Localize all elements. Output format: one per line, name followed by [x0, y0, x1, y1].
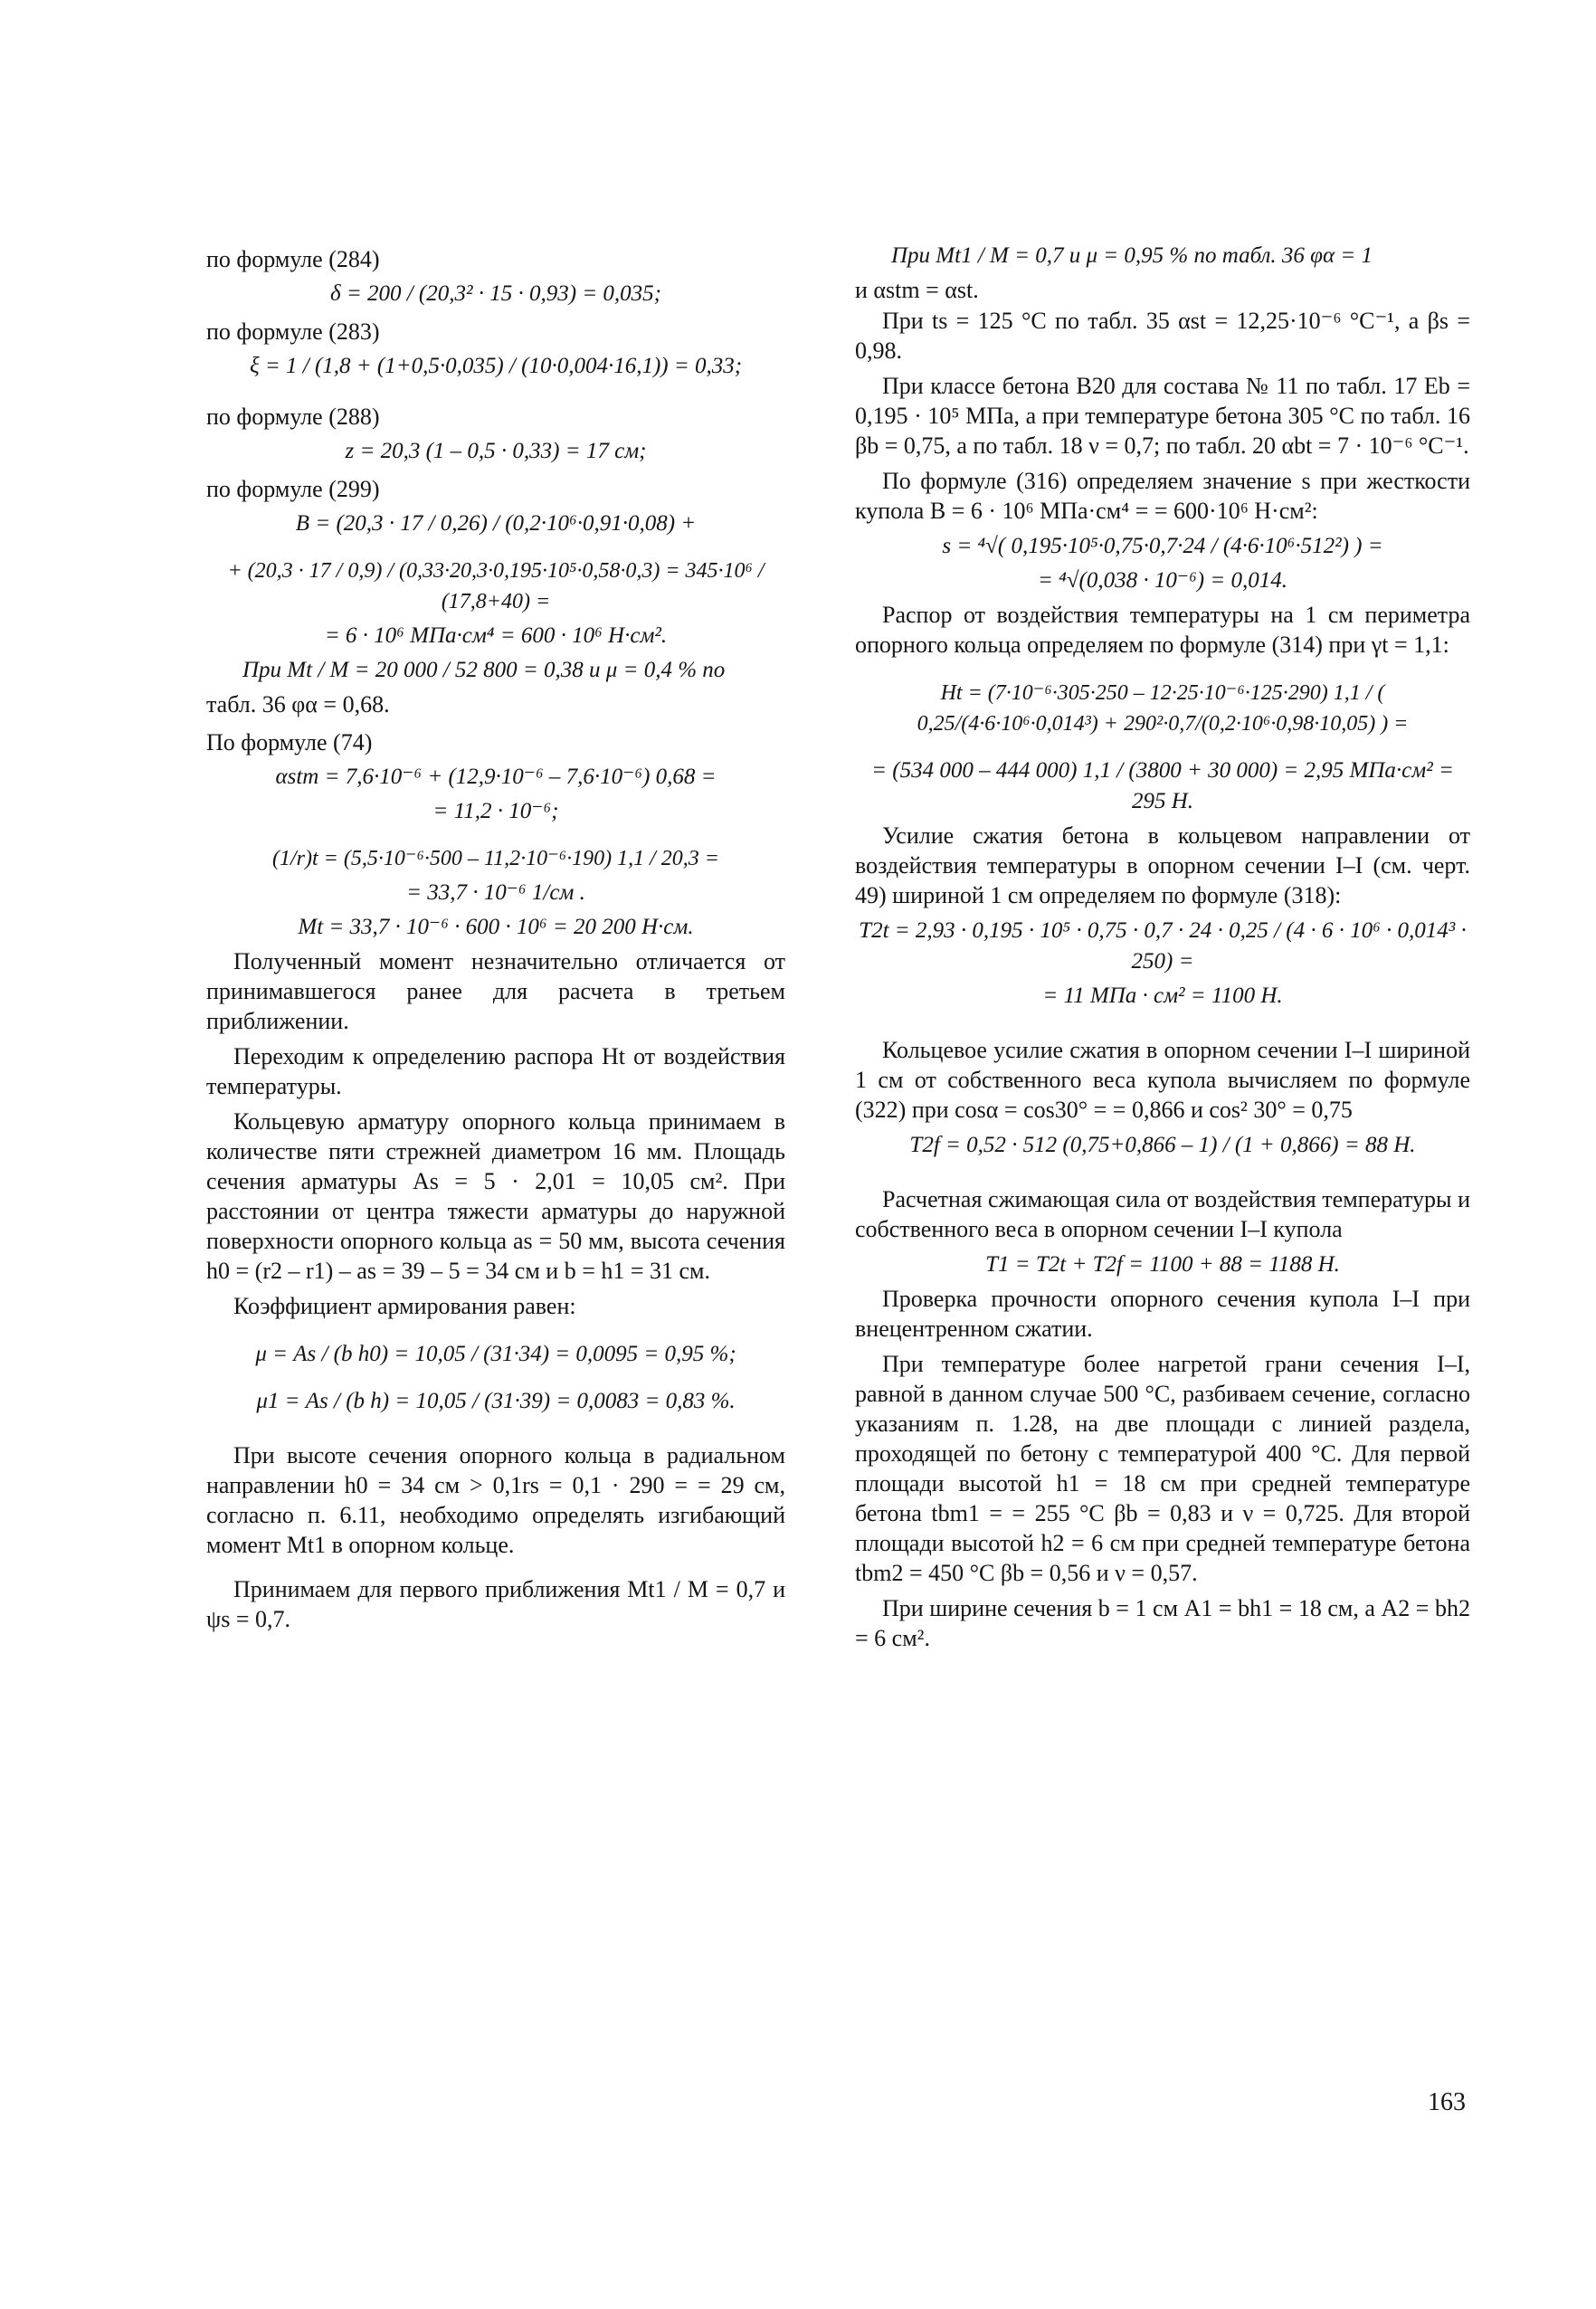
- right-column: [855, 237, 1470, 1658]
- formula-ht-result: = (534 000 – 444 000) 1,1 / (3800 + 30 000) = 2,95 МПа·см² = 295 Н.: [871, 758, 1454, 813]
- table-reference: табл. 36 φα = 0,68.: [206, 691, 390, 717]
- formula-t2t: T2t = 2,93 · 0,195 · 10⁵ · 0,75 · 0,7 · 24 · 0,25 / (4 · 6 · 10⁶ · 0,014³ · 250) =: [859, 918, 1467, 974]
- formula-curvature-result: = 33,7 · 10⁻⁶ 1/см .: [406, 880, 585, 905]
- formula-b-part1: B = (20,3 · 17 / 0,26) / (0,2·10⁶·0,91·0,08) +: [295, 511, 697, 536]
- formula-curvature: (1/r)t = (5,5·10⁻⁶·500 – 11,2·10⁻⁶·190) 1,1 / 20,3 =: [272, 847, 719, 870]
- paragraph: Усилие сжатия бетона в кольцевом направлении от воздействия температуры в опорном сечении I–I (см. черт. 49) шириной 1 см определяем по формуле (318):: [855, 822, 1470, 908]
- paragraph: Кольцевую арматуру опорного кольца принимаем в количестве пяти стрежней диаметром 16 мм. Площадь сечения арматуры As = 5 · 2,01 = 10,05 см². При расстоянии от центра тяжести арматуры до наружной поверхности опорного кольца as = 50 мм, высота сечения h0 = (r2 – r1) – as = 39 – 5 = 34 см и b = h1 = 31 см.: [206, 1108, 785, 1284]
- paragraph: Кольцевое усилие сжатия в опорном сечении I–I шириной 1 см от собственного веса купола вычисляем по формуле (322) при cosα = cos30° = = 0,866 и cos² 30° = 0,75: [855, 1037, 1470, 1123]
- page-number: 163: [1428, 2088, 1466, 2116]
- formula-mt: Mt = 33,7 · 10⁻⁶ · 600 · 10⁶ = 20 200 Н·см.: [298, 915, 694, 939]
- formula-alpha-stm: αstm = 7,6·10⁻⁶ + (12,9·10⁻⁶ – 7,6·10⁻⁶) 0,68 =: [275, 765, 717, 789]
- formula-t2f: T2f = 0,52 · 512 (0,75+0,866 – 1) / (1 + 0,866) = 88 Н.: [909, 1133, 1416, 1157]
- paragraph: Распор от воздействия температуры на 1 см периметра опорного кольца определяем по формуле (314) при γt = 1,1:: [855, 602, 1470, 658]
- formula-ht: Ht = (7·10⁻⁶·305·250 – 12·25·10⁻⁶·125·290) 1,1 / ( 0,25/(4·6·10⁶·0,014³) + 290²·0,7/(0,2·10⁶·0,98·10,05) ) =: [917, 681, 1409, 736]
- paragraph: Полученный момент незначительно отличается от принимавшегося ранее для расчета в третьем приближении.: [206, 948, 785, 1034]
- formula-reference: по формуле (284): [206, 246, 380, 272]
- formula-s: s = ⁴√( 0,195·10⁵·0,75·0,7·24 / (4·6·10⁶·512²) ) =: [942, 534, 1383, 558]
- paragraph: По формуле (316) определяем значение s при жесткости купола B = 6 · 10⁶ МПа·см⁴ = = 600·10⁶ Н·см²:: [855, 468, 1470, 524]
- paragraph: При классе бетона В20 для состава № 11 по табл. 17 Eb = 0,195 · 10⁵ МПа, а при температуре бетона 305 °С по табл. 16 βb = 0,75, а по табл. 18 ν = 0,7; по табл. 20 αbt = 7 · 10⁻⁶ °С⁻¹.: [855, 373, 1470, 459]
- formula-b-part2: + (20,3 · 17 / 0,9) / (0,33·20,3·0,195·10⁵·0,58·0,3) = 345·10⁶ / (17,8+40) =: [227, 559, 765, 613]
- paragraph: При температуре более нагретой грани сечения I–I, равной в данном случае 500 °С, разбиваем сечение, согласно указаниям п. 1.28, на две площади с линией раздела, проходящей по бетону с температурой 400 °С. Для первой площади высотой h1 = 18 см при средней температуре бетона tbm1 = = 255 °С βb = 0,83 и ν = 0,725. Для второй площади высотой h2 = 6 см при средней температуре бетона tbm2 = 450 °С βb = 0,56 и ν = 0,57.: [855, 1351, 1470, 1586]
- formula-reference: по формуле (288): [206, 404, 380, 430]
- formula-mu: μ = As / (b h0) = 10,05 / (31·34) = 0,0095 = 0,95 %;: [255, 1342, 736, 1366]
- formula-s-result: = ⁴√(0,038 · 10⁻⁶) = 0,014.: [1038, 568, 1287, 593]
- paragraph: При ts = 125 °С по табл. 35 αst = 12,25·10⁻⁶ °С⁻¹, а βs = 0,98.: [855, 308, 1470, 364]
- text-line: и αstm = αst.: [855, 277, 979, 303]
- paragraph: Проверка прочности опорного сечения купола I–I при внецентренном сжатии.: [855, 1286, 1470, 1342]
- formula-mu1: μ1 = As / (b h) = 10,05 / (31·39) = 0,0083 = 0,83 %.: [256, 1389, 736, 1413]
- formula-moment-ratio: При Mt / M = 20 000 / 52 800 = 0,38 и μ = 0,4 % по: [242, 658, 726, 682]
- formula-xi: ξ = 1 / (1,8 + (1+0,5·0,035) / (10·0,004·16,1)) = 0,33;: [249, 354, 743, 378]
- formula-t2t-result: = 11 МПа · см² = 1100 Н.: [1042, 983, 1283, 1008]
- formula-z: z = 20,3 (1 – 0,5 · 0,33) = 17 см;: [345, 439, 647, 463]
- formula-reference: по формуле (283): [206, 318, 380, 345]
- paragraph: При высоте сечения опорного кольца в радиальном направлении h0 = 34 см > 0,1rs = 0,1 · 290 = = 29 см, согласно п. 6.11, необходимо определять изгибающий момент Mt1 в опорном кольце.: [206, 1442, 785, 1558]
- paragraph: Расчетная сжимающая сила от воздействия температуры и собственного веса в опорном сечении I–I купола: [855, 1186, 1470, 1242]
- formula-reference: по формуле (299): [206, 476, 380, 502]
- paragraph: Переходим к определению распора Ht от воздействия температуры.: [206, 1043, 785, 1099]
- paragraph: Коэффициент армирования равен:: [233, 1293, 576, 1319]
- formula-alpha-stm-result: = 11,2 · 10⁻⁶;: [432, 799, 559, 823]
- left-column: [206, 237, 785, 1639]
- formula-delta: δ = 200 / (20,3² · 15 · 0,93) = 0,035;: [329, 281, 662, 306]
- formula-t1: T1 = T2t + T2f = 1100 + 88 = 1188 Н.: [985, 1252, 1340, 1277]
- paragraph: При ширине сечения b = 1 см A1 = bh1 = 18 см, а A2 = bh2 = 6 см².: [855, 1595, 1470, 1651]
- paragraph: Принимаем для первого приближения Mt1 / M = 0,7 и ψs = 0,7.: [206, 1576, 785, 1632]
- formula-b-result: = 6 · 10⁶ МПа·см⁴ = 600 · 10⁶ Н·см².: [324, 623, 668, 648]
- formula-reference: По формуле (74): [206, 729, 373, 755]
- formula-moment-ratio: При Mt1 / M = 0,7 и μ = 0,95 % по табл. 36 φα = 1: [891, 243, 1373, 268]
